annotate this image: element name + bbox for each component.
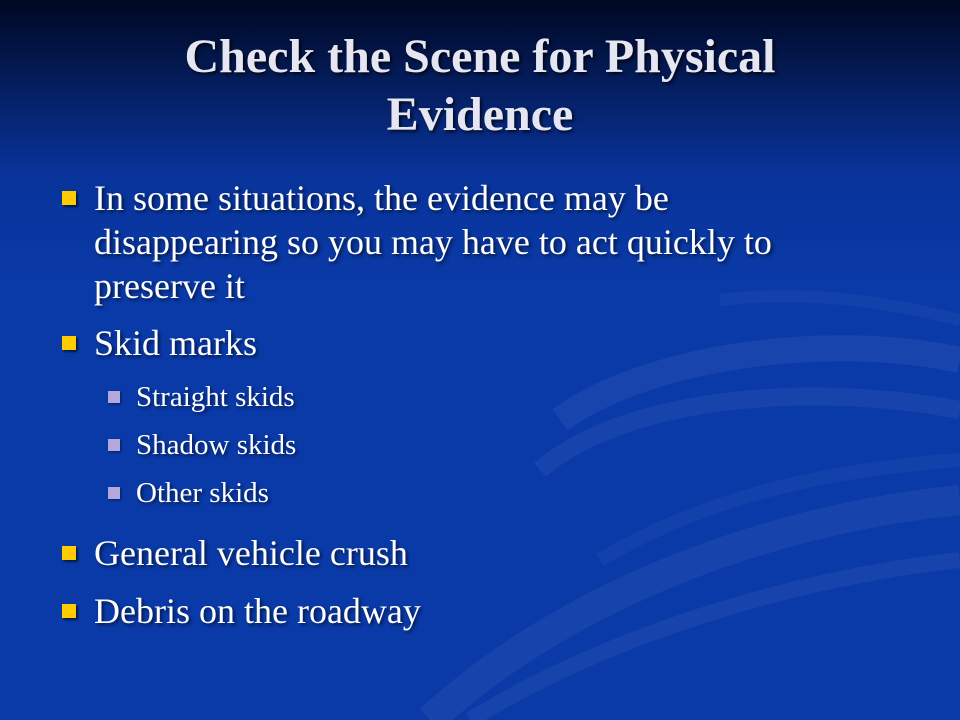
sub-bullet-item-straight-skids [62,380,922,414]
bullet-text: Skid marks [94,323,258,363]
bullet-text-line2: disappearing so you may have to act quickly to [94,222,772,262]
bullet-item-debris-on-roadway [62,589,922,633]
sub-bullet-item-shadow-skids [62,428,922,462]
bullet-item-evidence-disappearing [62,176,922,308]
square-bullet-icon [62,604,76,618]
square-bullet-icon [62,546,76,560]
slide-title [60,28,900,144]
bullet-item-skid-marks [62,321,922,365]
bullet-text: Debris on the roadway [94,591,421,631]
bullet-text: General vehicle crush [94,533,408,573]
bullet-item-general-vehicle-crush [62,531,922,575]
bullet-text-line3: preserve it [94,266,245,306]
sub-bullet-text: Shadow skids [136,429,297,461]
bullet-text-line1: In some situations, the evidence may be [94,178,669,218]
sub-bullet-item-other-skids [62,476,922,510]
bullet-list [62,176,922,633]
square-bullet-icon [62,336,76,350]
square-sub-bullet-icon [108,439,120,451]
square-sub-bullet-icon [108,391,120,403]
slide-title-line2: Evidence [386,88,574,141]
sub-bullet-text: Other skids [136,477,269,509]
slide-title-line1: Check the Scene for Physical [184,30,776,83]
square-bullet-icon [62,191,76,205]
square-sub-bullet-icon [108,487,120,499]
sub-bullet-text: Straight skids [136,381,295,413]
